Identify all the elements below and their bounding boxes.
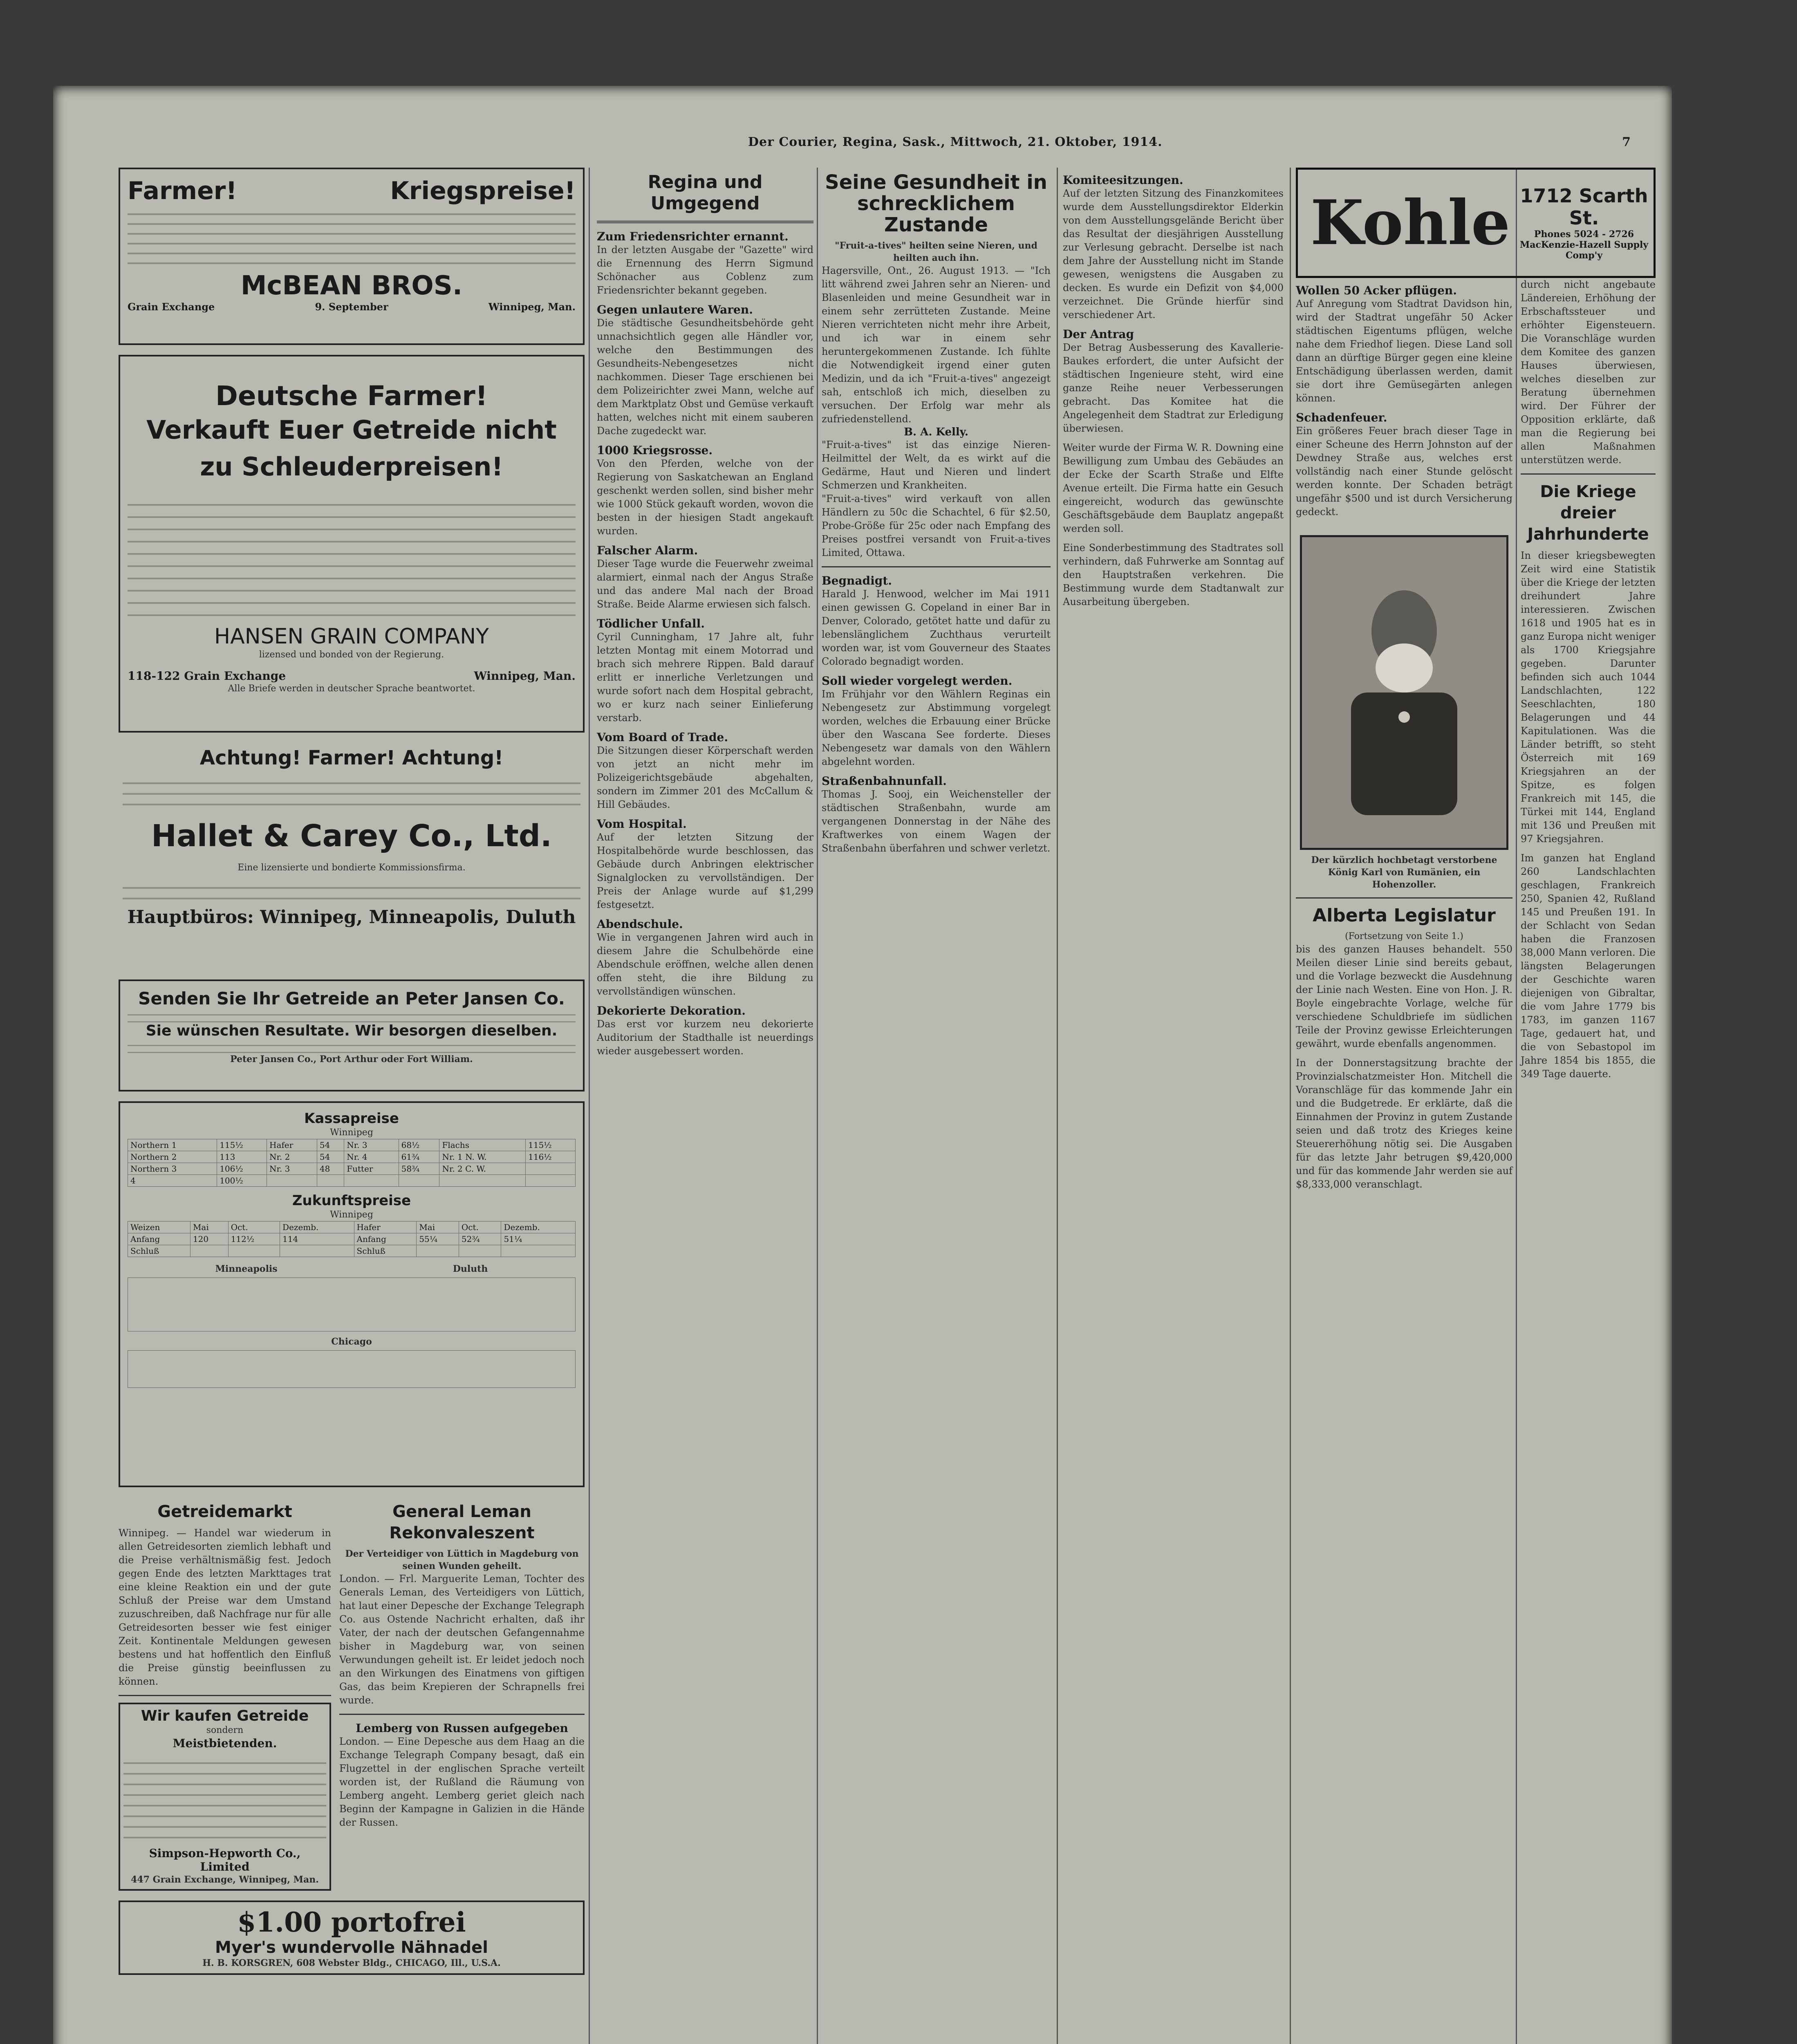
simpson-best: Meistbietenden. <box>173 1737 277 1750</box>
table-cell <box>267 1175 317 1187</box>
table-row <box>128 1245 576 1257</box>
table-cell <box>526 1163 576 1175</box>
kriege-text2: Im ganzen hat England 260 Landschlachten geschlagen, Frankreich 250, Spanien 42, Rußland 145 und Preußen 191. In der Schlacht von Sedan haben die Franzosen 38,000 Mann verloren. Die längsten Belagerungen der Geschichte waren diejenigen von Gibraltar, die vom Jahre 1779 bis 1783, im ganzen 1167 Tage, gedauert hat, und die von Sebastopol im Jahre 1854 bis 1855, die 349 Tage dauerte. <box>1521 852 1656 1080</box>
soll-head: Soll wieder vorgelegt werden. <box>822 674 1013 688</box>
simpson-sub: sondern <box>206 1725 244 1735</box>
health-text: Hagersville, Ont., 26. August 1913. — "Ich litt während zwei Jahren sehr an Nieren- und Blasenleiden und meine Gesundheit war in einem sehr zerrütteten Zustande. Meine Nieren verrichteten nicht mehr ihre Arbeit, und ich war in einem sehr heruntergekommenen Zustande. Ich fühlte die Notwendigkeit irgend einer guten Medizin, und da ich "Fruit-a-tives" angezeigt sah, entschloß ich mich, dieselben zu versuchen. Der Erfolg war mehr als zufriedenstellend. <box>822 265 1051 425</box>
masthead: Der Courier, Regina, Sask., Mittwoch, 21. Oktober, 1914. <box>748 135 1163 149</box>
table-header-cell: Mai <box>417 1221 459 1233</box>
kohle-company: MacKenzie-Hazell Supply Comp'y <box>1519 240 1649 261</box>
hansen-title1: Deutsche Farmer! <box>215 380 488 412</box>
table-cell: 115½ <box>526 1139 576 1151</box>
strassen-text: Thomas J. Sooj, ein Weichensteller der städtischen Straßenbahn, wurde am vergangenen Donnerstag in der Nähe des Kraftwerkes von einem Wagen der Straßenbahn überfahren und schwer verletzt. <box>822 789 1051 854</box>
kohle-address: 1712 Scarth St. <box>1520 185 1648 229</box>
porto-ad <box>119 1901 585 1975</box>
hallet-company: Hallet & Carey Co., Ltd. <box>151 818 552 854</box>
regina-item-text: In der letzten Ausgabe der "Gazette" wird die Ernennung des Herrn Sigmund Schönacher aus Coblenz zum Friedensrichter bekannt gegeben. <box>597 244 813 296</box>
table-cell <box>459 1245 501 1257</box>
table-cell: Northern 1 <box>128 1139 217 1151</box>
column-ads <box>119 168 585 1975</box>
table-header-cell: Dezemb. <box>280 1221 354 1233</box>
regina-item-text: Das erst vor kurzem neu dekorierte Auditorium der Stadthalle ist neuerdings wieder ausgebessert worden. <box>597 1018 813 1057</box>
jansen-footer: Peter Jansen Co., Port Arthur oder Fort William. <box>230 1054 473 1065</box>
mcbean-ad <box>119 168 585 345</box>
page-header <box>748 135 1631 164</box>
regina-item-text: Wie in vergangenen Jahren wird auch in diesem Jahre die Schulbehörde eine Abendschule eröffnen, welche allen denen offen steht, die ihre Bildung zu vervollständigen wünschen. <box>597 932 813 997</box>
regina-item-text: Cyril Cunningham, 17 Jahre alt, fuhr letzten Montag mit einem Motorrad und brach sich mehrere Rippen. Bald darauf erlitt er innerliche Verletzungen und wurde sofort nach dem Hospital gebracht, wo er kurz nach seiner Einlieferung verstarb. <box>597 631 813 724</box>
table-cell: Schluß <box>354 1245 417 1257</box>
table-cell: 116½ <box>526 1151 576 1163</box>
regina-item-head: Dekorierte Dekoration. <box>597 1004 746 1018</box>
kohle-ad <box>1296 168 1656 278</box>
table-cell: 54 <box>317 1151 344 1163</box>
portrait-caption: Der kürzlich hochbetagt verstorbene König Karl von Rumänien, ein Hohenzoller. <box>1311 855 1497 890</box>
jansen-ad <box>119 979 585 1091</box>
alberta-sub: (Fortsetzung von Seite 1.) <box>1345 931 1463 941</box>
table-row <box>128 1151 576 1163</box>
cash-prices-table <box>128 1139 576 1187</box>
table-cell: 52¾ <box>459 1233 501 1245</box>
regina-item-head: Tödlicher Unfall. <box>597 617 705 630</box>
hallet-ad <box>119 742 585 979</box>
table-cell: 4 <box>128 1175 217 1187</box>
hansen-note: Alle Briefe werden in deutscher Sprache beantwortet. <box>228 684 475 694</box>
table-cell <box>501 1245 576 1257</box>
table-header-cell: Weizen <box>128 1221 190 1233</box>
mcbean-footer-left: Grain Exchange <box>128 301 215 313</box>
table-cell <box>280 1245 354 1257</box>
leman-title: General Leman Rekonvaleszent <box>389 1502 535 1542</box>
getreidemarkt-text: Winnipeg. — Handel war wiederum in allen Getreidesorten ziemlich lebhaft und die Preise verhältnismäßig fest. Jedoch gegen Ende des letzten Markttages trat eine kleine Reaktion ein und der gute Schluß der Preise war dem Umstand zuzuschreiben, daß Nachfrage nur für alle Getreidesorten besser wie fest einiger Zeit. Kontinentale Meldungen gewesen bestens und hat hoffentlich den Einfluß die Preise günstig beeinflussen zu können. <box>119 1527 331 1687</box>
table-header-cell: Oct. <box>459 1221 501 1233</box>
regina-item-text: Dieser Tage wurde die Feuerwehr zweimal alarmiert, einmal nach der Angus Straße und das andere Mal nach der Broad Straße. Beide Alarme erwiesen sich falsch. <box>597 558 813 610</box>
chicago-label: Chicago <box>331 1336 372 1347</box>
kohle-text: Auf Anregung vom Stadtrat Davidson hin, wird der Stadtrat ungefähr 50 Acker städtischen Eigentums pflügen, welche nahe dem Friedhof liegen. Diese Land soll dann an dürftige Bürger gegen eine kleine Entschädigung überlassen werden, damit sie dort ihre Gemüsegärten anlegen können. <box>1296 298 1512 404</box>
table-cell: Anfang <box>128 1233 190 1245</box>
zweiter-head: Der Antrag <box>1063 327 1134 341</box>
jansen-body-text <box>128 1009 576 1022</box>
hansen-city: Winnipeg, Man. <box>474 669 576 683</box>
regina-items <box>597 230 813 1058</box>
table-cell <box>417 1245 459 1257</box>
table-cell <box>439 1175 526 1187</box>
regina-item-head: Zum Friedensrichter ernannt. <box>597 230 789 243</box>
col6-top-text: durch nicht angebaute Ländereien, Erhöhung der Erbschaftssteuer und erhöhter Eigensteuern. Die Voranschläge wurden dem Komitee des ganzen Hauses überwiesen, welches dieselben zur Beratung übernehmen wird. Der Führer der Opposition erklärte, daß man die Regierung bei allen Maßnahmen unterstützen werde. <box>1521 279 1656 466</box>
table-row <box>128 1163 576 1175</box>
health-sub: "Fruit-a-tives" heilten seine Nieren, und heilten auch ihn. <box>835 240 1037 263</box>
third-text: Weiter wurde der Firma W. R. Downing eine Bewilligung zum Umbau des Gebäudes an der Ecke der Scarth Straße und Elfte Avenue erteilt. Die Firma hatte ein Gesuch eingereicht, wodurch das gewünschte Geschäftsgebäude dem Bauplatz angepaßt werden soll. <box>1063 442 1284 534</box>
table-cell: Anfang <box>354 1233 417 1245</box>
newspaper-page <box>53 86 1672 2044</box>
table-cell: 58¾ <box>399 1163 439 1175</box>
col1-bottom <box>119 1497 585 1901</box>
table-cell: 120 <box>190 1233 228 1245</box>
kriege-title: Die Kriege dreier Jahrhunderte <box>1527 482 1649 544</box>
column-regina <box>597 168 813 1058</box>
table-cell: 61¾ <box>399 1151 439 1163</box>
alberta-text: bis des ganzen Hauses behandelt. 550 Meilen dieser Linie sind bereits gebaut, und die Vorlage bezweckt die Ausdehnung der Linie nach Westen. Eine von Hon. J. R. Boyle eingebrachte Vorlage, welche für verschiedene Schuldbriefe im südlichen Teile der Provinz gewisse Erleichterungen gewährt, wurde ebenfalls angenommen. <box>1296 944 1512 1049</box>
mcbean-left-title: Farmer! <box>128 177 237 205</box>
jansen-title: Senden Sie Ihr Getreide an Peter Jansen Co. <box>138 988 565 1009</box>
page-number: 7 <box>1622 135 1631 149</box>
leman-sub: Der Verteidiger von Lüttich in Magdeburg von seinen Wunden geheilt. <box>345 1549 579 1571</box>
simpson-ad <box>119 1703 331 1891</box>
hansen-address: 118-122 Grain Exchange <box>128 669 286 683</box>
regina-title: Regina und Umgegend <box>648 172 763 214</box>
table-cell: 100½ <box>217 1175 267 1187</box>
health-p3: "Fruit-a-tives" wird verkauft von allen Händlern zu 50c die Schachtel, 6 für $2.50, Probe-Größe für 25c oder nach Empfang des Preises postfrei versandt von Fruit-a-tives Limited, Ottawa. <box>822 493 1051 558</box>
king-karl-portrait <box>1300 535 1508 850</box>
futures-title: Zukunftspreise <box>292 1192 411 1209</box>
zweiter-text: Der Betrag Ausbesserung des Kavallerie-Baukes erfordert, die unter Aufsicht der städtischen Ingenieure steht, wird eine ganze Reihe neuer Verbesserungen gebracht. Das Komitee hat die Angelegenheit dem Stadtrat zur Erledigung überwiesen. <box>1063 342 1284 434</box>
column-health <box>822 168 1051 855</box>
health-p2: "Fruit-a-tives" ist das einzige Nieren-Heilmittel der Welt, da es wirkt auf die Gedärme, Haut und Nieren und lindert Schmerzen und Krankheiten. <box>822 439 1051 491</box>
minneapolis-duluth-grid <box>128 1278 576 1331</box>
soll-text: Im Frühjahr vor den Wählern Reginas ein Nebengesetz zur Abstimmung vorgelegt worden, welches die Erbauung einer Brücke über den Wascana See forderte. Dieses Nebengesetz war damals von den Wählern abgelehnt worden. <box>822 688 1051 767</box>
table-cell: Nr. 2 C. W. <box>439 1163 526 1175</box>
table-cell: Northern 3 <box>128 1163 217 1175</box>
strassen-head: Straßenbahnunfall. <box>822 774 947 788</box>
chicago-grid <box>128 1350 576 1388</box>
table-cell: Nr. 4 <box>344 1151 399 1163</box>
komitee-head: Komiteesitzungen. <box>1063 173 1183 187</box>
column-rule <box>1290 168 1291 2044</box>
mcbean-footer-right: Winnipeg, Man. <box>488 301 576 313</box>
hallet-body-text-2 <box>123 878 580 903</box>
alberta-text2: In der Donnerstagsitzung brachte der Provinzialschatzmeister Hon. Mitchell die Voranschläge für das kommende Jahr ein und die Budgetrede. Er erklärte, daß die Einnahmen der Provinz in gutem Zustande seien und daß trotz des Krieges keine Steuererhöhung nötig sei. Die Ausgaben für das letzte Jahr betrugen $9,420,000 und für das kommende Jahr werden sie auf $8,333,000 veranschlagt. <box>1296 1057 1512 1190</box>
table-cell: 48 <box>317 1163 344 1175</box>
table-cell: Northern 2 <box>128 1151 217 1163</box>
table-cell <box>317 1175 344 1187</box>
table-cell: Flachs <box>439 1139 526 1151</box>
table-cell: 106½ <box>217 1163 267 1175</box>
health-signature: B. A. Kelly. <box>904 426 968 438</box>
regina-item-text: Von den Pferden, welche von der Regierung von Saskatchewan an England geschenkt werden sollen, sind bisher mehr wie 1000 Stück gekauft worden, wovon die besten in der hiesigen Stadt angekauft wurden. <box>597 458 813 537</box>
jansen-slogan: Sie wünschen Resultate. Wir besorgen dieselben. <box>146 1022 558 1039</box>
table-cell <box>190 1245 228 1257</box>
table-header-cell: Dezemb. <box>501 1221 576 1233</box>
table-cell: Futter <box>344 1163 399 1175</box>
table-cell: 115½ <box>217 1139 267 1151</box>
table-cell: Nr. 3 <box>344 1139 399 1151</box>
kohle-word: Kohle <box>1310 187 1510 259</box>
fourth-text: Eine Sonderbestimmung des Stadtrates soll verhindern, daß Fuhrwerke am Sonntag auf den Hauptstraßen verkehren. Die Bestimmung wurde dem Stadtanwalt zur Ausarbeitung übergeben. <box>1063 542 1284 607</box>
column-rule <box>817 168 818 2044</box>
table-cell: Nr. 3 <box>267 1163 317 1175</box>
regina-item-head: 1000 Kriegsrosse. <box>597 444 713 457</box>
simpson-address: 447 Grain Exchange, Winnipeg, Man. <box>131 1874 319 1885</box>
kriege-text: In dieser kriegsbewegten Zeit wird eine Statistik über die Kriege der letzten dreihundert Jahre interessieren. Zwischen 1618 und 1905 hat es in ganz Europa nicht weniger als 1700 Kriegsjahre gegeben. Darunter befinden sich auch 1044 Landschlachten, 122 Seeschlachten, 180 Belagerungen und 44 Kapitulationen. Was die Länder betrifft, so steht Österreich mit 169 Kriegsjahren an der Spitze, es folgen Frankreich mit 145, die Türkei mit 144, England mit 136 und Preußen mit 97 Kriegsjahren. <box>1521 550 1656 845</box>
table-cell: Nr. 2 <box>267 1151 317 1163</box>
regina-item-text: Auf der letzten Sitzung der Hospitalbehörde wurde beschlossen, das Gebäude durch Anbringen elektrischer Signalglocken zu vervollständigen. Der Preis der Anlage wurde auf $1,299 festgesetzt. <box>597 831 813 910</box>
hallet-top: Achtung! Farmer! Achtung! <box>199 746 504 769</box>
kohle-phones: Phones 5024 - 2726 <box>1534 229 1634 240</box>
health-title: Seine Gesundheit in schrecklichem Zustande <box>825 171 1047 236</box>
regina-item-head: Vom Board of Trade. <box>597 731 728 744</box>
cash-prices-title: Kassapreise <box>304 1110 399 1127</box>
jansen-body-text-2 <box>128 1039 576 1053</box>
kohle-head: Wollen 50 Acker pflügen. <box>1296 284 1457 297</box>
porto-address: H. B. KORSGREN, 608 Webster Bldg., CHICAGO, Ill., U.S.A. <box>202 1958 501 1968</box>
porto-product: Myer's wundervolle Nähnadel <box>215 1938 488 1957</box>
regina-item-text: Die Sitzungen dieser Körperschaft werden von jetzt an nicht mehr im Polizeigerichtsgebäude abgehalten, sondern im Zimmer 201 des McCallum & Hill Gebäudes. <box>597 745 813 810</box>
regina-item-head: Vom Hospital. <box>597 817 687 831</box>
table-cell <box>526 1175 576 1187</box>
table-cell: Nr. 1 N. W. <box>439 1151 526 1163</box>
table-cell <box>344 1175 399 1187</box>
table-cell: 55¼ <box>417 1233 459 1245</box>
komitee-text: Auf der letzten Sitzung des Finanzkomitees wurde dem Ausstellungsdirektor Elderkin von dem Ausstellungsgelände Bericht über das Resultat der diesjährigen Ausstellung zur Verlesung gebracht. Derselbe ist nach dem Jahre der Ausstellung nicht im Stande gewesen, wenigstens die Ausgaben zu decken. Es wurde ein Defizit von $4,000 verzeichnet. Die Gründe hierfür sind verschiedener Art. <box>1063 188 1284 320</box>
table-cell: Hafer <box>267 1139 317 1151</box>
alberta-title: Alberta Legislatur <box>1313 905 1496 926</box>
column-rule <box>1516 168 1517 2044</box>
column-rule <box>1057 168 1058 2044</box>
mcbean-company: McBEAN BROS. <box>240 271 463 301</box>
table-header-cell: Hafer <box>354 1221 417 1233</box>
column-local-2 <box>1296 278 1512 1191</box>
col1-left-sub <box>119 1497 331 1901</box>
porto-price: $1.00 portofrei <box>237 1906 466 1938</box>
hansen-ad <box>119 355 585 733</box>
regina-item-head: Abendschule. <box>597 917 683 931</box>
table-cell <box>228 1245 280 1257</box>
hansen-license: lizensed und bonded von der Regierung. <box>259 650 444 660</box>
getreidemarkt-title: Getreidemarkt <box>157 1502 292 1521</box>
beg-head: Begnadigt. <box>822 574 892 587</box>
simpson-company: Simpson-Hepworth Co., Limited <box>149 1847 301 1874</box>
minneapolis-label: Minneapolis <box>215 1264 278 1274</box>
lemberg-text: London. — Eine Depesche aus dem Haag an die Exchange Telegraph Company besagt, daß ein Flugzettel in der englischen Sprache verteilt worden ist, der Rußland die Räumung von Lemberg angeht. Lemberg geriet gleich nach Beginn der Kampagne in Galizien in die Hände der Russen. <box>339 1736 585 1828</box>
table-header-cell: Mai <box>190 1221 228 1233</box>
cash-winnipeg-label: Winnipeg <box>330 1127 373 1138</box>
hallet-body-text <box>123 773 580 810</box>
table-row <box>128 1233 576 1245</box>
column-rule <box>589 168 590 2044</box>
schaden-text: Ein größeres Feuer brach dieser Tage in einer Scheune des Herrn Johnston auf der Dewdney Straße aus, welches erst vollständig nach einer Stunde gelöscht werden konnte. Der Schaden beträgt ungefähr $500 und ist durch Versicherung gedeckt. <box>1296 425 1512 518</box>
table-header-cell: Oct. <box>228 1221 280 1233</box>
mcbean-right-title: Kriegspreise! <box>390 177 576 205</box>
regina-item-head: Falscher Alarm. <box>597 544 698 557</box>
column-wars <box>1521 278 1656 1081</box>
market-prices-table <box>119 1101 585 1487</box>
table-cell: 112½ <box>228 1233 280 1245</box>
table-cell: Schluß <box>128 1245 190 1257</box>
portrait-figure-icon <box>1326 570 1482 815</box>
table-cell: 51¼ <box>501 1233 576 1245</box>
table-cell <box>399 1175 439 1187</box>
hansen-body-text <box>128 493 576 616</box>
mcbean-footer-mid: 9. September <box>315 301 388 313</box>
hallet-line: Eine lizensierte und bondierte Kommissionsfirma. <box>238 863 466 873</box>
hallet-offices: Hauptbüros: Winnipeg, Minneapolis, Duluth <box>127 907 576 928</box>
regina-item-head: Gegen unlautere Waren. <box>597 303 753 316</box>
futures-table <box>128 1221 576 1257</box>
lemberg-title: Lemberg von Russen aufgegeben <box>356 1721 568 1735</box>
table-cell: 54 <box>317 1139 344 1151</box>
simpson-body-text <box>123 1753 326 1843</box>
hansen-company: HANSEN GRAIN COMPANY <box>214 624 489 649</box>
table-cell: 68½ <box>399 1139 439 1151</box>
simpson-title: Wir kaufen Getreide <box>141 1708 309 1724</box>
table-cell: 113 <box>217 1151 267 1163</box>
duluth-label: Duluth <box>453 1264 488 1274</box>
table-row <box>128 1139 576 1151</box>
futures-winnipeg-label: Winnipeg <box>330 1210 373 1220</box>
col1-right-sub <box>339 1497 585 1901</box>
beg-text: Harald J. Henwood, welcher im Mai 1911 einen gewissen G. Copeland in einer Bar in Denver, Colorado, getötet hatte und dafür zu lebenslänglichem Zuchthaus verurteilt worden war, ist vom Gouverneur des Staates Colorado begnadigt worden. <box>822 588 1051 667</box>
column-committee <box>1063 168 1284 609</box>
table-cell: 114 <box>280 1233 354 1245</box>
regina-item-text: Die städtische Gesundheitsbehörde geht unnachsichtlich gegen alle Händler vor, welche den Bestimmungen des Gesundheits-Nebengesetzes nicht nachkommen. Dieser Tage erschienen bei dem Polizeirichter zwei Mann, welche auf dem Marktplatz Obst und Gemüse verkauft hatten, welches nicht mit einem sauberen Dache zugedeckt war. <box>597 317 813 437</box>
table-row <box>128 1175 576 1187</box>
mcbean-body-text <box>128 205 576 267</box>
hansen-title2: Verkauft Euer Getreide nicht zu Schleuderpreisen! <box>146 415 557 482</box>
schaden-head: Schadenfeuer. <box>1296 411 1387 424</box>
leman-text: London. — Frl. Marguerite Leman, Tochter des Generals Leman, des Verteidigers von Lüttich, hat laut einer Depesche der Exchange Telegraph Co. aus Ostende Nachricht erhalten, daß ihr Vater, der nach der deutschen Gefangennahme bisher in Magdeburg war, von seinen Verwundungen geheilt ist. Er leidet jedoch noch an den Wirkungen des Einatmens von giftigen Gas, das beim Krepieren der Schrapnells frei wurde. <box>339 1573 585 1706</box>
